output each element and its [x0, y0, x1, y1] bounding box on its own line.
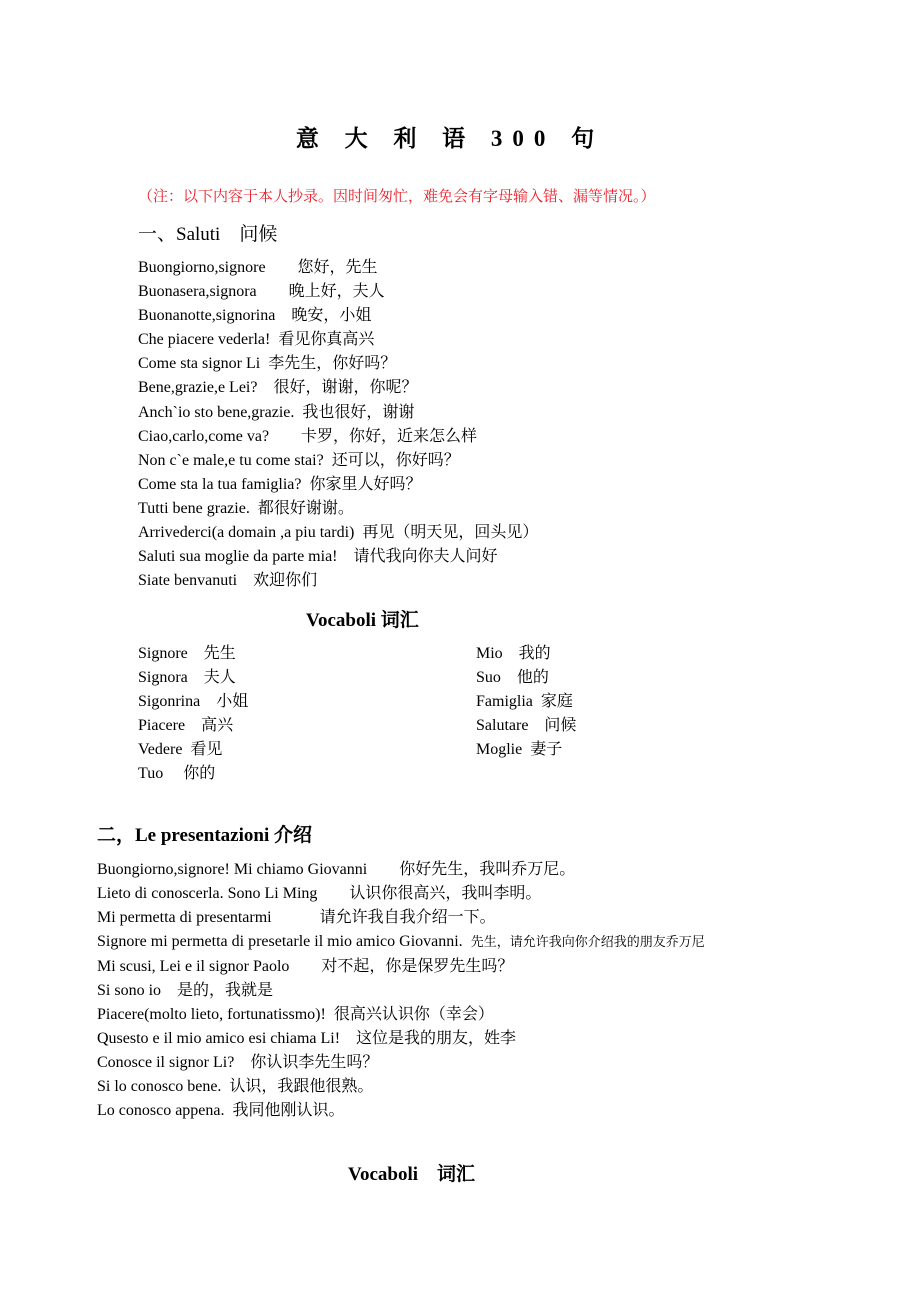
vocab-item: Signore 先生	[138, 645, 236, 662]
vocab-item: Salutare 问候	[476, 717, 577, 735]
vocab-item: Tuo 你的	[138, 765, 216, 783]
phrase-line: Lo conosco appena. 我同他刚认识。	[97, 1102, 345, 1120]
phrase-line: Conosce il signor Li? 你认识李先生吗？	[97, 1054, 379, 1072]
vocab-heading-2: Vocaboli 词汇	[348, 1164, 476, 1185]
phrase-line: Come sta la tua famiglia? 你家里人好吗？	[138, 475, 422, 493]
phrase-line: Lieto di conoscerla. Sono Li Ming 认识你很高兴，我叫李明。	[97, 885, 542, 903]
vocab-item: Mio 我的	[476, 645, 551, 662]
phrase-line: Non c`e male,e tu come stai? 还可以，你好吗？	[138, 451, 460, 469]
phrase-line: Ciao,carlo,come va? 卡罗，你好，近来怎么样	[138, 427, 478, 445]
phrase-it: Signore mi permetta di presetarle il mio amico Giovanni.	[97, 933, 463, 951]
phrase-line: Buongiorno,signore 您好，先生	[138, 259, 378, 276]
phrase-line-long	[97, 930, 705, 954]
vocab-item: Vedere 看见	[138, 741, 223, 759]
phrase-line: Mi permetta di presentarmi 请允许我自我介绍一下。	[97, 909, 496, 927]
phrase-line: Saluti sua moglie da parte mia! 请代我向你夫人问好	[138, 548, 498, 566]
phrase-line: Buonasera,signora 晚上好，夫人	[138, 283, 385, 301]
phrase-line: Buonanotte,signorina 晚安，小姐	[138, 307, 372, 325]
phrase-line: Siate benvanuti 欢迎你们	[138, 572, 318, 590]
phrase-line: Si lo conosco bene. 认识，我跟他很熟。	[97, 1078, 374, 1096]
vocab-list-left	[138, 642, 248, 787]
vocab-item: Sigonrina 小姐	[138, 693, 249, 711]
phrase-line: Anch`io sto bene,grazie. 我也很好，谢谢	[138, 403, 415, 421]
phrase-line: Piacere(molto lieto, fortunatissmo)! 很高兴认识你（幸会）	[97, 1005, 494, 1023]
phrase-line: Che piacere vederla! 看见你真高兴	[138, 331, 375, 349]
vocab-list-right	[476, 642, 576, 762]
vocab-item: Signora 夫人	[138, 669, 236, 687]
vocab-heading-1: Vocaboli 词汇	[306, 610, 419, 631]
vocab-item: Famiglia 家庭	[476, 693, 573, 711]
presentazioni-phrase-list	[97, 858, 705, 1124]
phrase-cn: 先生，请允许我向你介绍我的朋友乔万尼	[470, 934, 705, 950]
phrase-line: Arrivederci(a domain ,a piu tardi) 再见（明天见，回头见）	[138, 524, 539, 542]
transcription-note: （注：以下内容于本人抄录。因时间匆忙，难免会有字母输入错、漏等情况。）	[138, 189, 656, 205]
saluti-phrase-list	[138, 256, 538, 593]
vocab-item: Piacere 高兴	[138, 717, 234, 735]
phrase-line: Si sono io 是的，我就是	[97, 981, 274, 999]
vocab-item: Suo 他的	[476, 669, 549, 687]
phrase-line: Come sta signor Li 李先生，你好吗？	[138, 355, 397, 373]
section-heading-saluti: 一、Saluti 问候	[138, 224, 278, 245]
phrase-line: Buongiorno,signore! Mi chiamo Giovanni 你好先生，我叫乔万尼。	[97, 861, 576, 878]
page-title: 意 大 利 语 300 句	[295, 126, 605, 151]
phrase-line: Bene,grazie,e Lei? 很好，谢谢，你呢？	[138, 379, 418, 397]
vocab-item: Moglie 妻子	[476, 741, 563, 759]
phrase-line: Qusesto e il mio amico esi chiama Li! 这位是我的朋友，姓李	[97, 1029, 517, 1047]
section-heading-presentazioni: 二，Le presentazioni 介绍	[97, 825, 312, 846]
phrase-line: Tutti bene grazie. 都很好谢谢。	[138, 499, 354, 517]
phrase-line: Mi scusi, Lei e il signor Paolo 对不起，你是保罗先生吗？	[97, 957, 514, 975]
